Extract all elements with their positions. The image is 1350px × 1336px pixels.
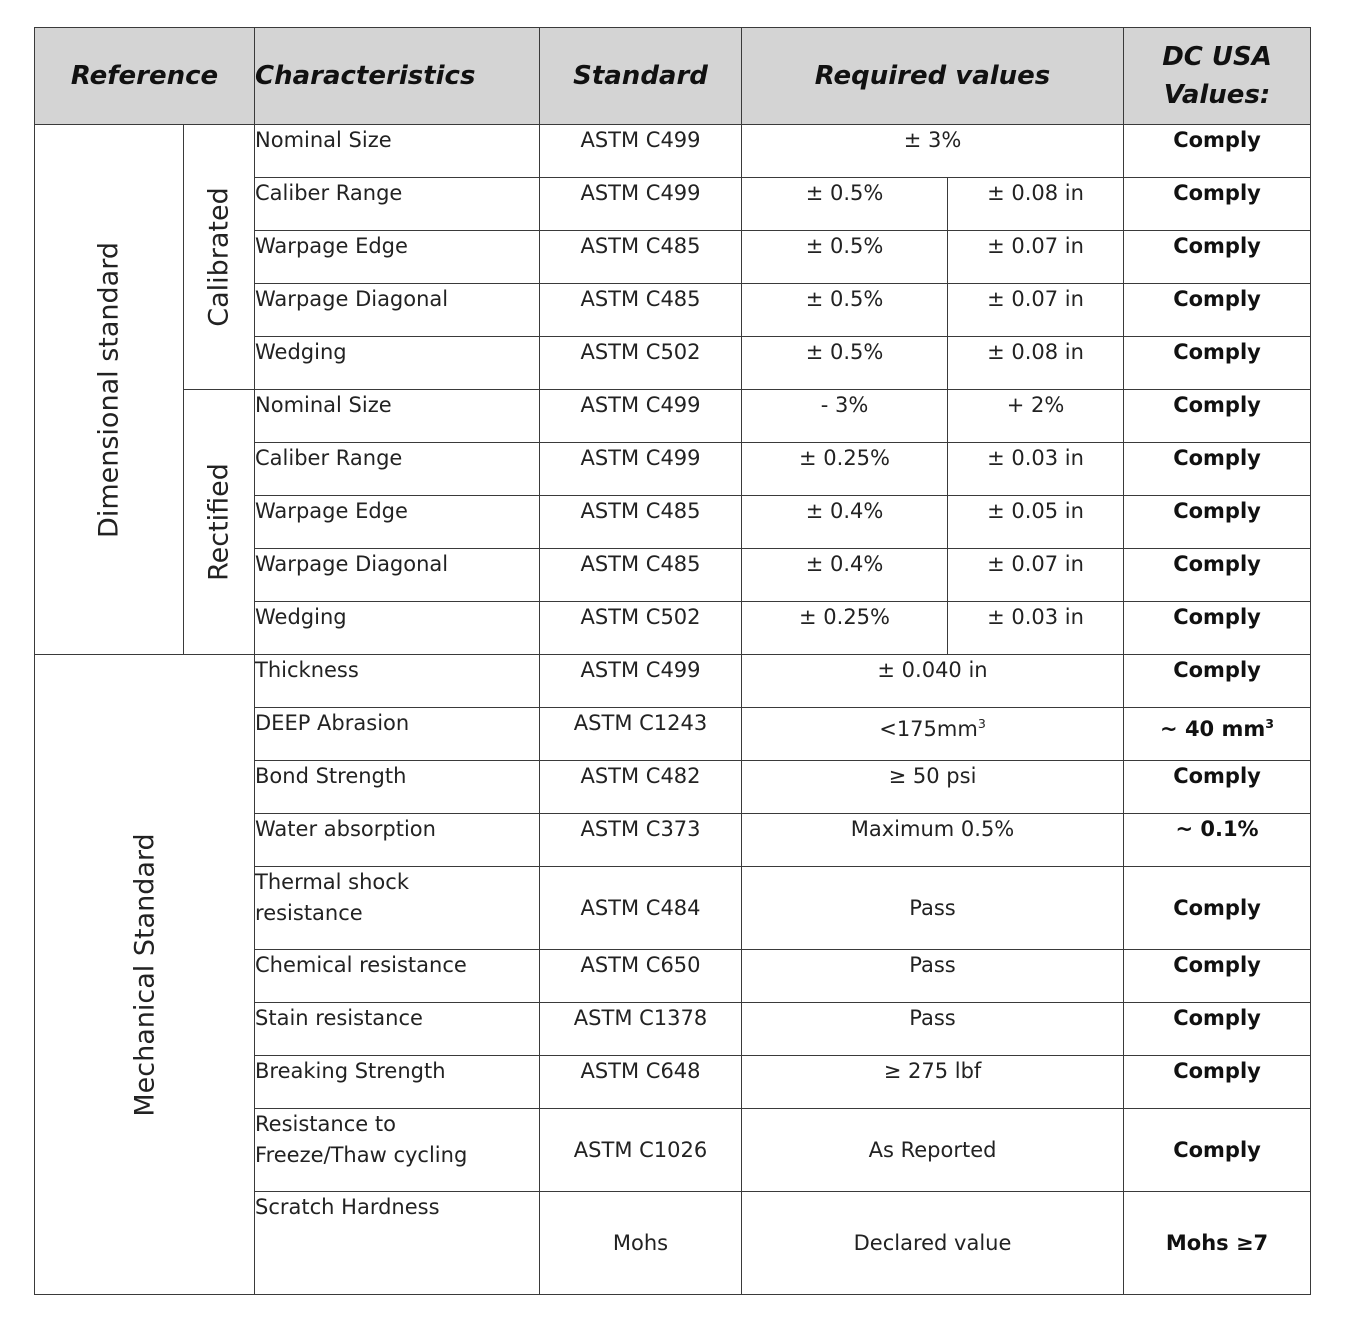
subgroup-rectified	[184, 390, 255, 655]
superscript: 3	[977, 716, 986, 731]
cell-characteristic: Wedging	[255, 602, 540, 655]
cell-required-percent: ± 0.5%	[742, 178, 948, 231]
header-dc-usa-line2: Values:	[1163, 80, 1271, 110]
cell-standard: ASTM C1243	[540, 708, 742, 761]
cell-required-value: Pass	[742, 1003, 1124, 1056]
cell-standard: ASTM C484	[540, 867, 742, 950]
subgroup-label: Rectified	[203, 463, 235, 581]
cell-required-percent: ± 0.4%	[742, 496, 948, 549]
cell-dc-usa-value: Comply	[1124, 549, 1311, 602]
cell-dc-usa-value: Comply	[1124, 761, 1311, 814]
cell-standard: ASTM C373	[540, 814, 742, 867]
cell-dc-usa-value	[1124, 708, 1311, 761]
required-value-text: <175mm	[879, 717, 978, 741]
cell-characteristic: Warpage Diagonal	[255, 284, 540, 337]
cell-required-value: ≥ 50 psi	[742, 761, 1124, 814]
cell-required-percent: ± 0.25%	[742, 602, 948, 655]
cell-dc-usa-value: Comply	[1124, 655, 1311, 708]
cell-required-inches: ± 0.03 in	[948, 443, 1124, 496]
characteristic-line1: Thermal shock	[255, 870, 409, 894]
cell-standard: ASTM C485	[540, 549, 742, 602]
cell-required-inches: ± 0.08 in	[948, 178, 1124, 231]
table-row	[35, 390, 1311, 443]
cell-required-percent: ± 0.4%	[742, 549, 948, 602]
table-row	[35, 655, 1311, 708]
header-characteristics: Characteristics	[255, 28, 540, 125]
cell-characteristic: Caliber Range	[255, 178, 540, 231]
cell-characteristic: Chemical resistance	[255, 950, 540, 1003]
characteristic-line2: resistance	[255, 901, 363, 925]
cell-required-value: Declared value	[742, 1192, 1124, 1295]
cell-characteristic: Nominal Size	[255, 390, 540, 443]
cell-standard: ASTM C502	[540, 602, 742, 655]
cell-dc-usa-value: Comply	[1124, 496, 1311, 549]
cell-characteristic: Nominal Size	[255, 125, 540, 178]
cell-characteristic: Warpage Edge	[255, 496, 540, 549]
cell-dc-usa-value: Comply	[1124, 867, 1311, 950]
subgroup-calibrated	[184, 125, 255, 390]
table-row	[35, 125, 1311, 178]
cell-required-value: Pass	[742, 867, 1124, 950]
cell-required-percent: - 3%	[742, 390, 948, 443]
superscript: 3	[1265, 716, 1275, 731]
cell-standard: ASTM C499	[540, 390, 742, 443]
cell-characteristic: Bond Strength	[255, 761, 540, 814]
group-dimensional-standard	[35, 125, 184, 655]
cell-required-inches: + 2%	[948, 390, 1124, 443]
cell-dc-usa-value: Mohs ≥7	[1124, 1192, 1311, 1295]
header-dc-usa-line1: DC USA	[1162, 42, 1272, 72]
cell-characteristic: Stain resistance	[255, 1003, 540, 1056]
cell-characteristic: Caliber Range	[255, 443, 540, 496]
header-row	[35, 28, 1311, 125]
header-standard: Standard	[540, 28, 742, 125]
cell-characteristic: Scratch Hardness	[255, 1192, 540, 1295]
cell-characteristic: DEEP Abrasion	[255, 708, 540, 761]
cell-required-inches: ± 0.07 in	[948, 549, 1124, 602]
cell-standard: ASTM C485	[540, 284, 742, 337]
cell-standard: ASTM C485	[540, 496, 742, 549]
cell-required-value: Pass	[742, 950, 1124, 1003]
cell-characteristic: Warpage Diagonal	[255, 549, 540, 602]
spec-table	[34, 27, 1311, 1295]
cell-dc-usa-value: Comply	[1124, 231, 1311, 284]
cell-standard: ASTM C650	[540, 950, 742, 1003]
cell-required-value: ± 3%	[742, 125, 1124, 178]
cell-required-value: ≥ 275 lbf	[742, 1056, 1124, 1109]
cell-required-inches: ± 0.08 in	[948, 337, 1124, 390]
cell-dc-usa-value: Comply	[1124, 1056, 1311, 1109]
cell-required-value: ± 0.040 in	[742, 655, 1124, 708]
cell-required-percent: ± 0.5%	[742, 337, 948, 390]
cell-dc-usa-value: Comply	[1124, 125, 1311, 178]
cell-required-inches: ± 0.07 in	[948, 284, 1124, 337]
group-label: Mechanical Standard	[129, 832, 160, 1117]
group-label: Dimensional standard	[93, 241, 125, 538]
cell-standard: ASTM C499	[540, 443, 742, 496]
cell-dc-usa-value: Comply	[1124, 1109, 1311, 1192]
cell-dc-usa-value: Comply	[1124, 337, 1311, 390]
group-mechanical-standard	[35, 655, 255, 1295]
cell-standard: ASTM C499	[540, 125, 742, 178]
header-dc-usa-values	[1124, 28, 1311, 125]
cell-required-value: As Reported	[742, 1109, 1124, 1192]
cell-required-percent: ± 0.25%	[742, 443, 948, 496]
cell-required-value: Maximum 0.5%	[742, 814, 1124, 867]
cell-characteristic	[255, 867, 540, 950]
cell-dc-usa-value: Comply	[1124, 602, 1311, 655]
cell-characteristic	[255, 1109, 540, 1192]
characteristic-line2: Freeze/Thaw cycling	[255, 1143, 468, 1167]
subgroup-label: Calibrated	[203, 187, 235, 327]
cell-standard: ASTM C485	[540, 231, 742, 284]
dc-value-text: ~ 40 mm	[1160, 717, 1266, 741]
cell-standard: Mohs	[540, 1192, 742, 1295]
cell-characteristic: Thickness	[255, 655, 540, 708]
cell-dc-usa-value: Comply	[1124, 1003, 1311, 1056]
header-reference: Reference	[35, 28, 255, 125]
header-required-values: Required values	[742, 28, 1124, 125]
cell-characteristic: Breaking Strength	[255, 1056, 540, 1109]
cell-dc-usa-value: ~ 0.1%	[1124, 814, 1311, 867]
cell-required-inches: ± 0.05 in	[948, 496, 1124, 549]
cell-standard: ASTM C502	[540, 337, 742, 390]
cell-standard: ASTM C1026	[540, 1109, 742, 1192]
cell-standard: ASTM C648	[540, 1056, 742, 1109]
cell-standard: ASTM C1378	[540, 1003, 742, 1056]
cell-required-percent: ± 0.5%	[742, 231, 948, 284]
cell-characteristic: Water absorption	[255, 814, 540, 867]
cell-required-value	[742, 708, 1124, 761]
cell-standard: ASTM C482	[540, 761, 742, 814]
cell-required-inches: ± 0.07 in	[948, 231, 1124, 284]
cell-dc-usa-value: Comply	[1124, 950, 1311, 1003]
cell-required-inches: ± 0.03 in	[948, 602, 1124, 655]
cell-required-percent: ± 0.5%	[742, 284, 948, 337]
cell-standard: ASTM C499	[540, 178, 742, 231]
cell-dc-usa-value: Comply	[1124, 443, 1311, 496]
cell-dc-usa-value: Comply	[1124, 390, 1311, 443]
cell-dc-usa-value: Comply	[1124, 178, 1311, 231]
characteristic-line1: Resistance to	[255, 1112, 396, 1136]
cell-characteristic: Wedging	[255, 337, 540, 390]
cell-standard: ASTM C499	[540, 655, 742, 708]
cell-dc-usa-value: Comply	[1124, 284, 1311, 337]
cell-characteristic: Warpage Edge	[255, 231, 540, 284]
